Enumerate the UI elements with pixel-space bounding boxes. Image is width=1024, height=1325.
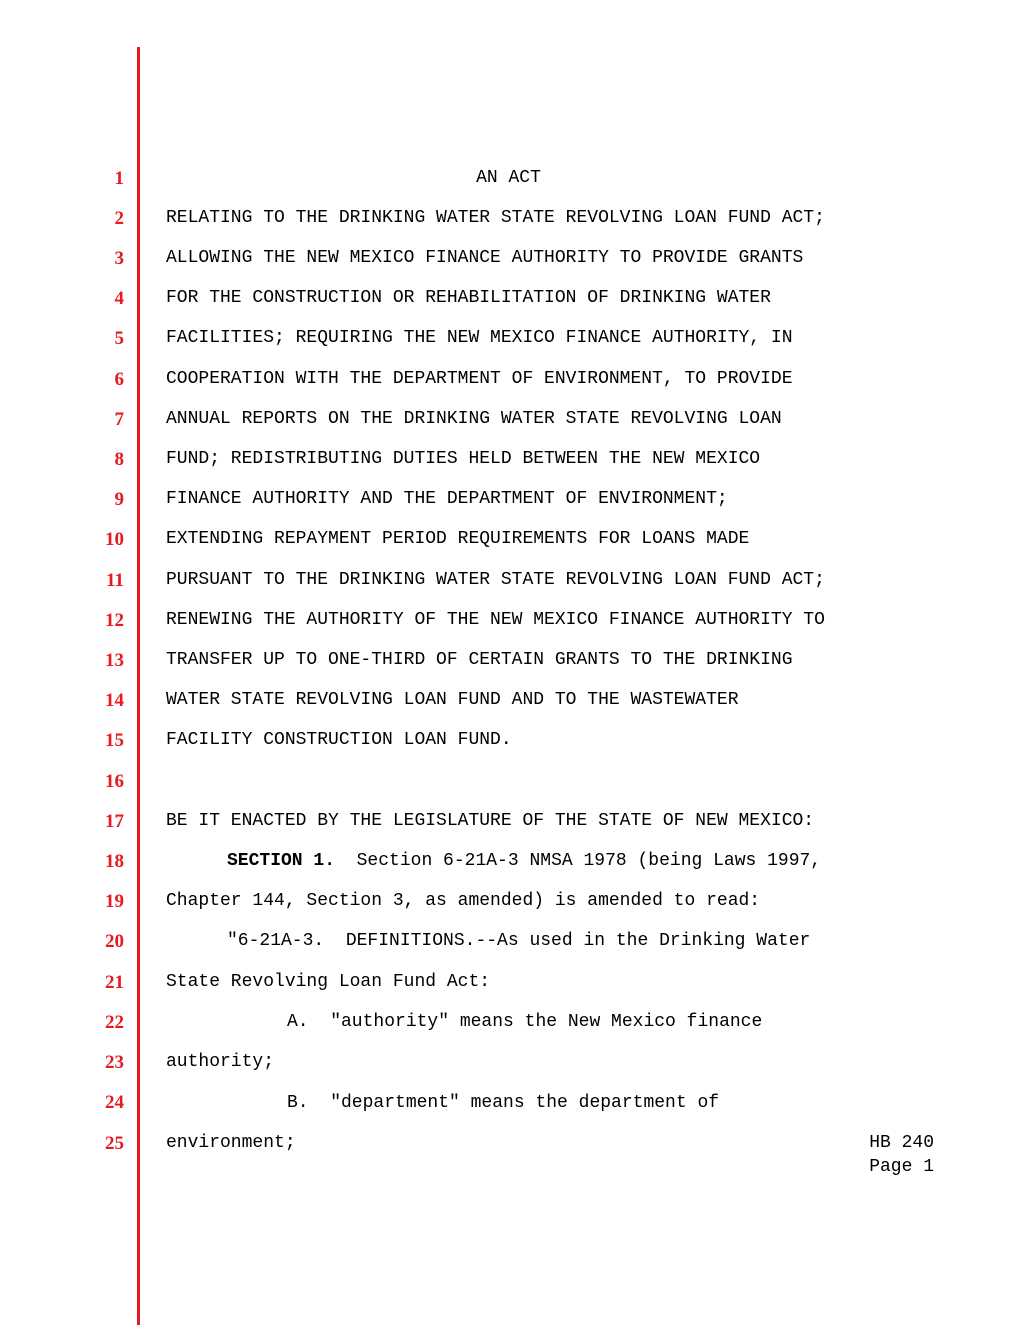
line-number: 11 (106, 570, 124, 591)
line-number: 13 (105, 650, 124, 671)
line-number: 12 (105, 610, 124, 631)
act-title: AN ACT (476, 168, 541, 188)
line-number: 2 (114, 208, 124, 229)
definitions-continuation: State Revolving Loan Fund Act: (166, 972, 491, 992)
title-line: FOR THE CONSTRUCTION OR REHABILITATION OF DRINKING WATER (166, 288, 771, 308)
line-number: 23 (105, 1052, 124, 1073)
line-number: 20 (105, 931, 124, 952)
line-number: 24 (105, 1092, 124, 1113)
line-number: 10 (105, 529, 124, 550)
line-number: 19 (105, 891, 124, 912)
title-line: FACILITY CONSTRUCTION LOAN FUND. (166, 730, 512, 750)
line-number: 18 (105, 851, 124, 872)
section-heading: SECTION 1. (227, 851, 336, 871)
line-number: 22 (105, 1012, 124, 1033)
line-number: 16 (105, 771, 124, 792)
title-line: EXTENDING REPAYMENT PERIOD REQUIREMENTS FOR LOANS MADE (166, 529, 750, 549)
line-number: 15 (105, 730, 124, 751)
line-number: 17 (105, 811, 124, 832)
title-line: PURSUANT TO THE DRINKING WATER STATE REVOLVING LOAN FUND ACT; (166, 570, 825, 590)
line-number: 5 (114, 328, 124, 349)
section-1-line (227, 851, 821, 871)
line-number: 3 (114, 248, 124, 269)
line-number: 6 (114, 369, 124, 390)
section-1-continuation: Chapter 144, Section 3, as amended) is amended to read: (166, 891, 761, 911)
page-number: Page 1 (869, 1157, 934, 1177)
title-line: RENEWING THE AUTHORITY OF THE NEW MEXICO FINANCE AUTHORITY TO (166, 610, 825, 630)
line-number: 14 (105, 690, 124, 711)
definition-a-continuation: authority; (166, 1052, 275, 1072)
line-number: 9 (114, 489, 124, 510)
enacting-clause: BE IT ENACTED BY THE LEGISLATURE OF THE STATE OF NEW MEXICO: (166, 811, 815, 831)
line-number: 8 (114, 449, 124, 470)
title-line: RELATING TO THE DRINKING WATER STATE REVOLVING LOAN FUND ACT; (166, 208, 825, 228)
definition-a: A. "authority" means the New Mexico finance (287, 1012, 763, 1032)
title-line: COOPERATION WITH THE DEPARTMENT OF ENVIRONMENT, TO PROVIDE (166, 369, 793, 389)
definition-b: B. "department" means the department of (287, 1093, 720, 1113)
line-number: 25 (105, 1133, 124, 1154)
title-line: ANNUAL REPORTS ON THE DRINKING WATER STATE REVOLVING LOAN (166, 409, 782, 429)
line-number: 7 (114, 409, 124, 430)
red-margin-rule (137, 47, 140, 1325)
definition-b-continuation: environment; (166, 1133, 296, 1153)
section-text: Section 6-21A-3 NMSA 1978 (being Laws 1997, (335, 851, 822, 871)
title-line: FUND; REDISTRIBUTING DUTIES HELD BETWEEN THE NEW MEXICO (166, 449, 761, 469)
line-number: 1 (114, 168, 124, 189)
line-number: 21 (105, 972, 124, 993)
line-number: 4 (114, 288, 124, 309)
bill-number: HB 240 (869, 1133, 934, 1153)
title-line: TRANSFER UP TO ONE-THIRD OF CERTAIN GRANTS TO THE DRINKING (166, 650, 793, 670)
title-line: ALLOWING THE NEW MEXICO FINANCE AUTHORITY TO PROVIDE GRANTS (166, 248, 804, 268)
title-line: WATER STATE REVOLVING LOAN FUND AND TO THE WASTEWATER (166, 690, 739, 710)
title-line: FINANCE AUTHORITY AND THE DEPARTMENT OF ENVIRONMENT; (166, 489, 728, 509)
definitions-heading: "6-21A-3. DEFINITIONS.--As used in the Drinking Water (227, 931, 811, 951)
title-line: FACILITIES; REQUIRING THE NEW MEXICO FINANCE AUTHORITY, IN (166, 328, 793, 348)
